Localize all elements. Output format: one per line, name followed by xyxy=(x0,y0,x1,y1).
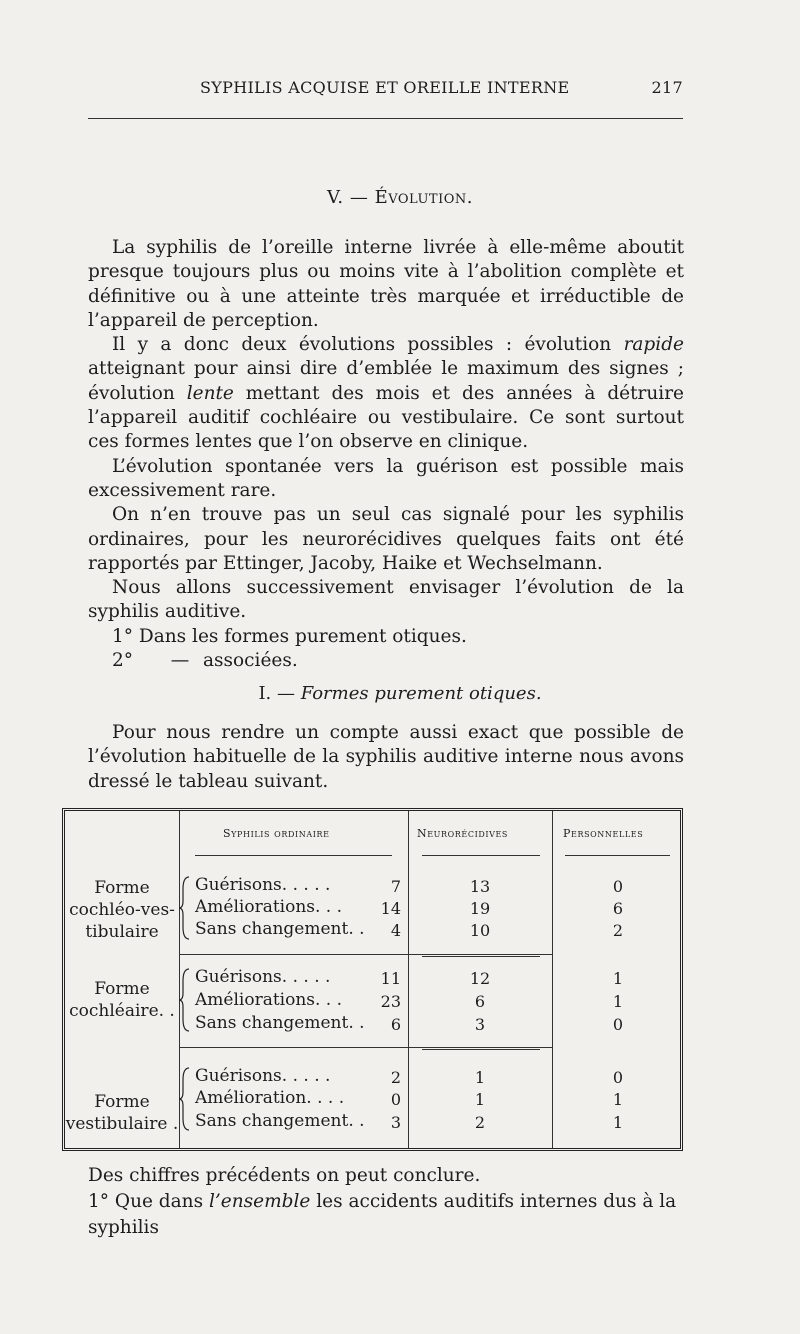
evolution-table xyxy=(62,808,683,1151)
paragraph-5: Nous allons successivement envisager l’évolution de la syphilis auditive. xyxy=(88,577,684,623)
brace-icon xyxy=(179,1066,191,1132)
header-rule-1 xyxy=(195,855,392,856)
row-label: Améliorations. . . xyxy=(195,990,343,1010)
paragraph-1: La syphilis de l’oreille interne livrée à elle-même aboutit presque toujours plus ou moins vite à l’abolition complète et définitive ou à une atteinte très marquée et irréductible de l’appareil de perception. xyxy=(88,237,684,331)
conclusion-line-2-italic: l’ensemble xyxy=(208,1191,311,1212)
brace-icon xyxy=(179,875,191,941)
footer-text xyxy=(88,1163,684,1241)
group-2-line-2: cochléaire. . xyxy=(69,1001,175,1021)
paragraph-table-intro: Pour nous rendre un compte aussi exact que possible de l’évolution habituelle de la syphilis auditive interne nous avons dressé le tableau suivant. xyxy=(88,722,684,792)
cell-neuro: 19 xyxy=(469,899,491,918)
paragraph-2-lente: lente xyxy=(186,382,234,404)
cell-ordinaire: 6 xyxy=(390,1015,401,1034)
group-name-cochleo-vestibulaire xyxy=(65,877,179,943)
row-label: Améliorations. . . xyxy=(195,897,343,917)
group-3-line-1: Forme xyxy=(94,1092,150,1112)
subsection-title xyxy=(0,683,800,704)
cell-perso: 6 xyxy=(612,899,624,918)
page-number: 217 xyxy=(651,78,683,97)
cell-perso: 2 xyxy=(612,921,624,940)
group-1-line-2: cochléo-ves- xyxy=(69,900,175,920)
header-personnelles: Personnelles xyxy=(563,827,644,840)
row-label: Amélioration. . . . xyxy=(195,1088,345,1108)
list-item-1: 1° Dans les formes purement otiques. xyxy=(112,625,467,647)
header-rule-2 xyxy=(422,855,540,856)
col-divider-2 xyxy=(408,811,409,1148)
conclusion-line-2 xyxy=(88,1189,684,1241)
section-heading: Évolution. xyxy=(374,187,473,208)
cell-ordinaire: 3 xyxy=(390,1113,401,1132)
running-title: SYPHILIS ACQUISE ET OREILLE INTERNE xyxy=(200,78,570,97)
paragraph-2-part-b: atteignant pour ainsi dire d’emblée le maximum des signes ; évolution xyxy=(88,358,684,404)
list-item-2-dash: — xyxy=(170,650,190,672)
cell-perso: 0 xyxy=(612,1068,624,1087)
cell-neuro: 10 xyxy=(469,921,491,940)
group-rule-2b xyxy=(422,1049,540,1050)
group-rule-1 xyxy=(179,954,552,955)
header-neurorecidives: Neurorécidives xyxy=(417,827,509,840)
paragraph-2-part-a: Il y a donc deux évolutions possibles : évolution xyxy=(112,334,624,356)
cell-neuro: 12 xyxy=(469,969,491,988)
list-item-2 xyxy=(88,649,684,673)
cell-ordinaire: 0 xyxy=(390,1090,401,1109)
conclusion-line-1: Des chiffres précédents on peut conclure. xyxy=(88,1165,481,1186)
cell-ordinaire: 14 xyxy=(380,899,401,918)
group-3-line-2: vestibulaire . xyxy=(65,1114,179,1134)
header-rule-3 xyxy=(565,855,670,856)
list-item-2-text: associées. xyxy=(203,650,298,672)
cell-perso: 0 xyxy=(612,877,624,896)
paragraph-2-rapide: rapide xyxy=(623,334,684,356)
cell-perso: 1 xyxy=(612,969,624,988)
row-label: Guérisons. . . . . xyxy=(195,967,331,987)
cell-neuro: 1 xyxy=(474,1068,486,1087)
cell-neuro: 2 xyxy=(474,1113,486,1132)
col-divider-3 xyxy=(552,811,553,1148)
section-number: V. — xyxy=(327,187,375,208)
cell-ordinaire: 23 xyxy=(380,992,401,1011)
paragraph-4: On n’en trouve pas un seul cas signalé pour les syphilis ordinaires, pour les neurorécidives quelques faits ont été rapportés par Ettinger, Jacoby, Haike et Wechselmann. xyxy=(88,504,684,574)
group-name-cochleaire xyxy=(65,978,179,1022)
cell-ordinaire: 4 xyxy=(390,921,401,940)
group-1-line-1: Forme xyxy=(94,878,150,898)
header-syphilis-ordinaire: Syphilis ordinaire xyxy=(223,827,330,840)
paragraph-2-part-c: mettant des mois et des années à détruire l’appareil auditif cochléaire ou vestibulaire. Ce sont surtout ces formes lentes que l’on observe en clinique. xyxy=(88,382,685,453)
paragraph-2 xyxy=(88,333,684,454)
group-1-line-3: tibulaire xyxy=(85,922,159,942)
subsection-heading: Formes purement otiques. xyxy=(300,683,542,704)
body-text xyxy=(88,236,684,673)
group-rule-2 xyxy=(179,1047,552,1048)
row-label: Sans changement. . xyxy=(195,1111,365,1131)
section-title xyxy=(0,187,800,208)
cell-perso: 1 xyxy=(612,1090,624,1109)
row-label: Sans changement. . xyxy=(195,919,365,939)
cell-ordinaire: 2 xyxy=(390,1068,401,1087)
cell-neuro: 13 xyxy=(469,877,491,896)
list-item-2-number: 2° xyxy=(112,650,134,672)
cell-neuro: 6 xyxy=(474,992,486,1011)
brace-icon xyxy=(179,967,191,1033)
conclusion-line-2-a: 1° Que dans xyxy=(88,1191,209,1212)
cell-perso: 0 xyxy=(612,1015,624,1034)
intro-paragraph xyxy=(88,721,684,794)
row-label: Guérisons. . . . . xyxy=(195,1066,331,1086)
group-2-line-1: Forme xyxy=(94,979,150,999)
row-label: Guérisons. . . . . xyxy=(195,875,331,895)
conclusion-line-2-b: les accidents auditifs internes dus à la syphilis xyxy=(88,1191,677,1238)
group-name-vestibulaire xyxy=(65,1091,179,1135)
row-label: Sans changement. . xyxy=(195,1013,365,1033)
cell-ordinaire: 7 xyxy=(390,877,401,896)
cell-neuro: 1 xyxy=(474,1090,486,1109)
group-rule-1b xyxy=(422,956,540,957)
cell-ordinaire: 11 xyxy=(380,969,401,988)
paragraph-3: L’évolution spontanée vers la guérison est possible mais excessivement rare. xyxy=(88,455,684,501)
header-rule xyxy=(88,118,683,119)
subsection-number: I. — xyxy=(258,683,301,704)
cell-perso: 1 xyxy=(612,1113,624,1132)
cell-neuro: 3 xyxy=(474,1015,486,1034)
cell-perso: 1 xyxy=(612,992,624,1011)
